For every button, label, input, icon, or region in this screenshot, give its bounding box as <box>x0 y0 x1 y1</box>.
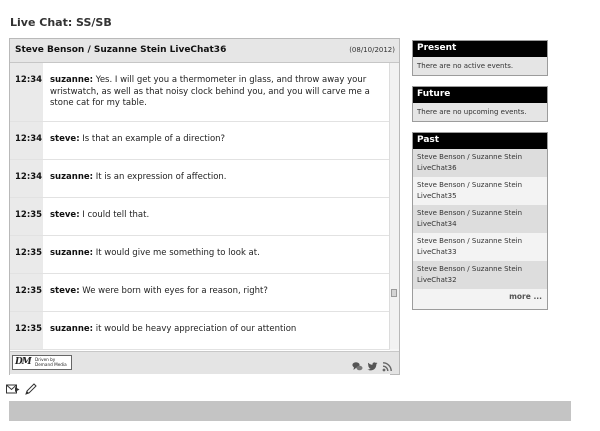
chat-title: Steve Benson / Suzanne Stein LiveChat36 <box>15 45 227 55</box>
past-heading: Past <box>413 133 547 149</box>
more-link[interactable]: more ... <box>413 289 547 304</box>
chat-scrollbar[interactable] <box>389 63 399 349</box>
past-event-link[interactable]: Steve Benson / Suzanne Stein LiveChat34 <box>413 205 547 233</box>
message-body <box>50 134 382 146</box>
message-body <box>50 248 382 260</box>
past-event-link[interactable]: Steve Benson / Suzanne Stein LiveChat35 <box>413 177 547 205</box>
message-body <box>50 210 382 222</box>
pencil-icon[interactable] <box>24 381 38 395</box>
message-row <box>10 198 390 236</box>
future-box <box>412 86 548 122</box>
past-box <box>412 132 548 310</box>
chat-header <box>10 39 399 63</box>
message-text: it would be heavy appreciation of our attention <box>95 324 297 334</box>
message-row <box>10 63 390 122</box>
message-text: We were born with eyes for a reason, right? <box>82 286 268 296</box>
future-heading: Future <box>413 87 547 103</box>
message-author: suzanne: <box>50 324 94 334</box>
message-time: 12:35 <box>10 312 43 349</box>
message-body <box>50 324 382 336</box>
message-body <box>50 75 382 110</box>
message-author: suzanne: <box>50 248 94 258</box>
past-event-link[interactable]: Steve Benson / Suzanne Stein LiveChat32 <box>413 261 547 289</box>
logo-line: Driven by <box>35 357 56 362</box>
email-icon[interactable] <box>6 381 20 395</box>
past-event-link[interactable]: Steve Benson / Suzanne Stein LiveChat36 <box>413 149 547 177</box>
chat-bubbles-icon[interactable] <box>352 357 363 368</box>
chat-footer <box>10 351 399 374</box>
logo-text <box>35 357 67 367</box>
share-icons <box>352 357 393 368</box>
message-author: steve: <box>50 134 80 144</box>
chat-date: (08/10/2012) <box>349 46 395 54</box>
message-time: 12:35 <box>10 236 43 273</box>
message-time: 12:35 <box>10 274 43 311</box>
message-author: steve: <box>50 210 80 220</box>
message-text: Yes. I will get you a thermometer in glass, and throw away your wristwatch, as well as that noisy clock behind you, and you will carve me a stone cat for my table. <box>50 75 370 108</box>
bottom-bar <box>9 401 571 421</box>
message-row <box>10 122 390 160</box>
message-text: It would give me something to look at. <box>95 248 260 258</box>
page-title: Live Chat: SS/SB <box>10 16 112 29</box>
demand-media-logo[interactable] <box>12 355 72 370</box>
future-empty-text: There are no upcoming events. <box>417 108 527 116</box>
message-time: 12:34 <box>10 160 43 197</box>
present-box <box>412 40 548 76</box>
present-empty-text: There are no active events. <box>417 62 514 70</box>
message-text: It is an expression of affection. <box>95 172 227 182</box>
message-time: 12:34 <box>10 63 43 121</box>
message-author: suzanne: <box>50 172 94 182</box>
message-body <box>50 286 382 298</box>
message-time: 12:35 <box>10 198 43 235</box>
rss-icon[interactable] <box>382 357 393 368</box>
message-row <box>10 160 390 198</box>
message-text: I could tell that. <box>82 210 150 220</box>
message-author: suzanne: <box>50 75 94 85</box>
scrollbar-thumb[interactable] <box>391 289 397 297</box>
message-row <box>10 312 390 350</box>
twitter-bird-icon[interactable] <box>367 357 378 368</box>
message-text: Is that an example of a direction? <box>82 134 226 144</box>
message-body <box>50 172 382 184</box>
past-event-link[interactable]: Steve Benson / Suzanne Stein LiveChat33 <box>413 233 547 261</box>
message-time: 12:34 <box>10 122 43 159</box>
chat-panel <box>9 38 400 375</box>
message-row <box>10 274 390 312</box>
message-row <box>10 236 390 274</box>
logo-mark: DM <box>15 357 31 367</box>
present-heading: Present <box>413 41 547 57</box>
message-list <box>10 63 390 379</box>
logo-line: Demand Media <box>35 362 67 367</box>
past-list <box>413 149 547 289</box>
message-author: steve: <box>50 286 80 296</box>
